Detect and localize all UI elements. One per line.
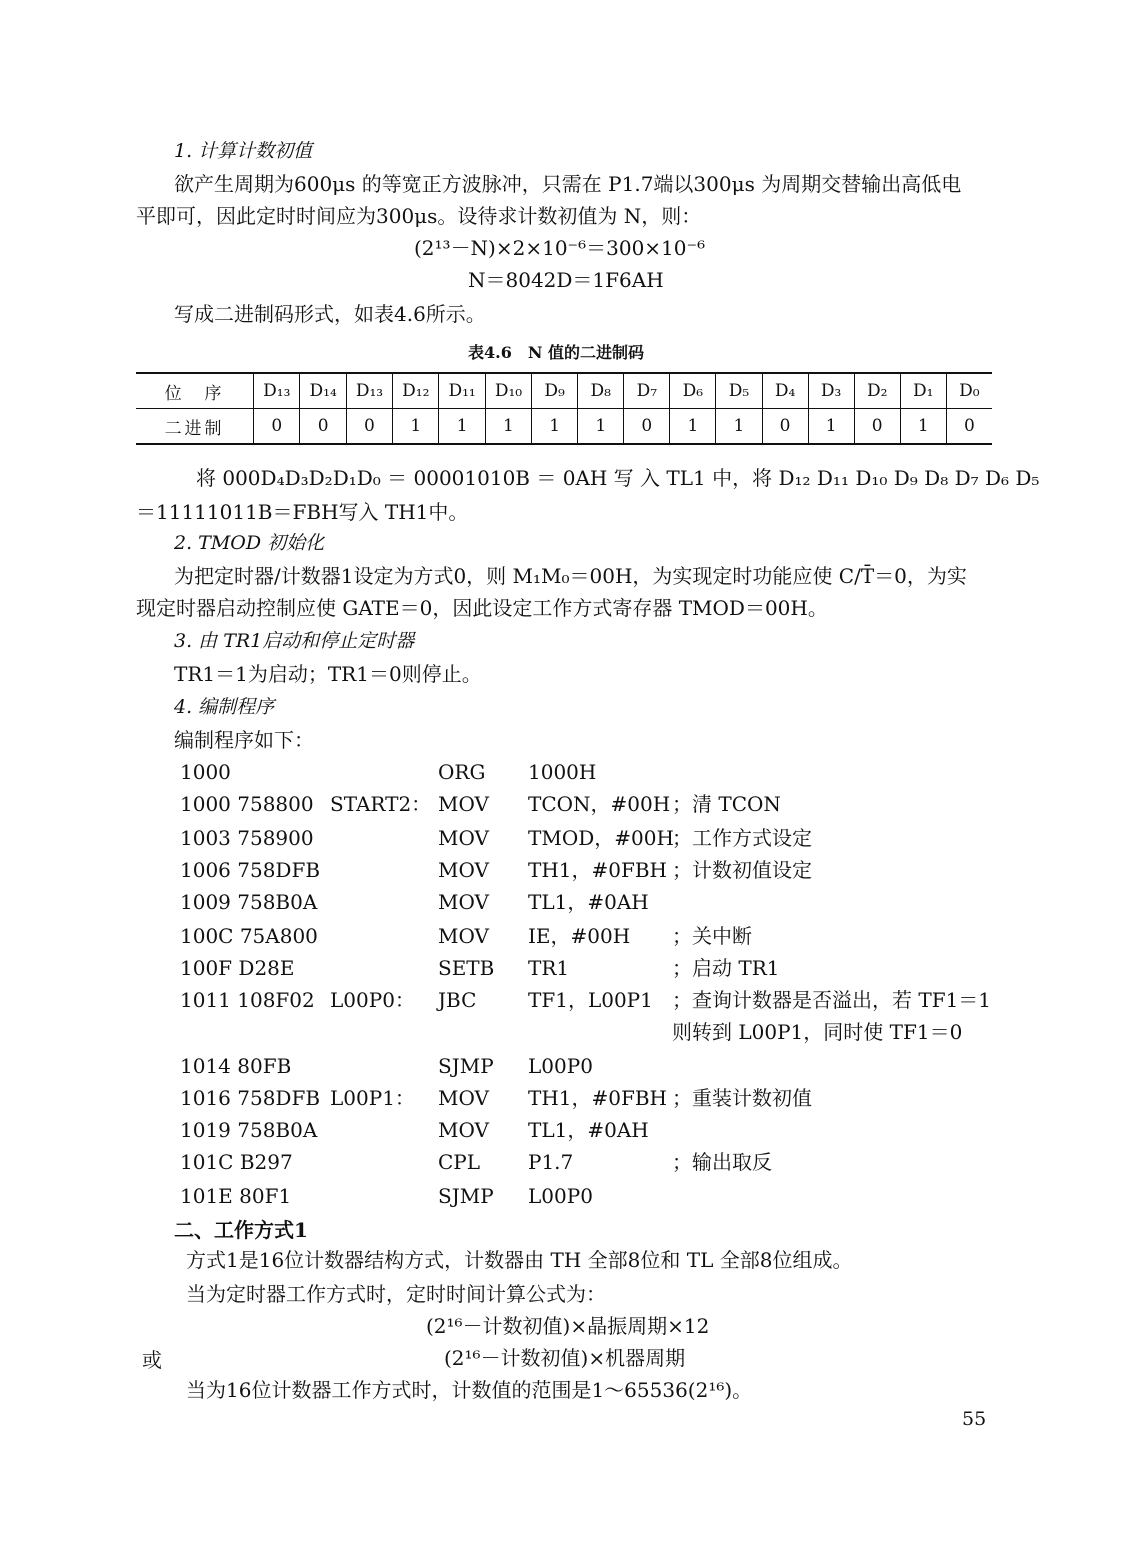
code-address: 100C 75A800	[180, 924, 318, 948]
paragraph: 现定时器启动控制应使 GATE＝0，因此设定工作方式寄存器 TMOD＝00H。	[136, 596, 828, 620]
code-opcode: SJMP	[438, 1054, 494, 1078]
bit-value-cell: 1	[900, 409, 946, 445]
code-opcode: MOV	[438, 792, 489, 816]
code-operand: IE，#00H	[528, 924, 631, 948]
formula: (2¹⁶－计数初值)×晶振周期×12	[426, 1314, 710, 1338]
code-address: 1000	[180, 760, 231, 784]
paragraph: 当为定时器工作方式时，定时时间计算公式为：	[186, 1282, 606, 1306]
bit-value-cell: 0	[300, 409, 346, 445]
bit-value-cell: 1	[578, 409, 624, 445]
bit-value-cell: 0	[854, 409, 900, 445]
paragraph: 写成二进制码形式，如表4.6所示。	[174, 302, 486, 326]
table-row-label: 位 序	[164, 383, 225, 404]
bit-position-cell: D₁₃	[346, 373, 392, 409]
bit-value-cell: 1	[393, 409, 439, 445]
bit-value-cell: 1	[808, 409, 854, 445]
page-number: 55	[962, 1408, 987, 1430]
code-comment: ；输出取反	[672, 1150, 772, 1174]
paragraph: 方式1是16位计数器结构方式，计数器由 TH 全部8位和 TL 全部8位组成。	[186, 1248, 853, 1272]
bit-value-cell: 1	[532, 409, 578, 445]
code-address: 1019 758B0A	[180, 1118, 318, 1142]
code-address: 100F D28E	[180, 956, 295, 980]
table-row-label: 二进制	[136, 409, 254, 445]
bit-position-cell: D₁₀	[485, 373, 531, 409]
code-address: 1000 758800	[180, 792, 314, 816]
table-row	[136, 409, 992, 445]
bit-position-cell: D₅	[716, 373, 762, 409]
equation: N＝8042D＝1F6AH	[468, 268, 664, 292]
paragraph: 当为16位计数器工作方式时，计数值的范围是1～65536(2¹⁶)。	[186, 1378, 753, 1402]
code-address: 1006 758DFB	[180, 858, 321, 882]
bit-value-cell: 0	[946, 409, 992, 445]
paragraph: 平即可，因此定时时间应为300μs。设待求计数初值为 N，则：	[136, 204, 702, 228]
table-caption: 表4.6 N 值的二进制码	[468, 343, 645, 362]
or-label: 或	[142, 1348, 162, 1372]
bit-position-cell: D₁₃	[254, 373, 300, 409]
bit-value-cell: 1	[439, 409, 485, 445]
bit-position-cell: D₄	[762, 373, 808, 409]
code-opcode: MOV	[438, 1086, 489, 1110]
code-comment: ；关中断	[672, 924, 752, 948]
code-operand: TF1，L00P1	[528, 988, 653, 1012]
code-opcode: CPL	[438, 1150, 481, 1174]
section-heading-3: 3. 由 TR1启动和停止定时器	[174, 630, 415, 652]
code-opcode: SJMP	[438, 1184, 494, 1208]
section-heading-4: 4. 编制程序	[174, 696, 275, 718]
code-address: 1016 758DFB	[180, 1086, 321, 1110]
code-address: 1014 80FB	[180, 1054, 292, 1078]
code-address: 1009 758B0A	[180, 890, 318, 914]
code-operand: TH1，#0FBH	[528, 1086, 668, 1110]
paragraph: 将 000D₄D₃D₂D₁D₀ ＝ 00001010B ＝ 0AH 写 入 TL1 中，将 D₁₂ D₁₁ D₁₀ D₉ D₈ D₇ D₆ D₅	[196, 466, 1040, 490]
table-row	[136, 373, 992, 409]
bit-value-cell: 1	[716, 409, 762, 445]
paragraph: 欲产生周期为600μs 的等宽正方波脉冲，只需在 P1.7端以300μs 为周期交替输出高低电	[174, 172, 962, 196]
section-heading-mode1: 二、工作方式1	[174, 1218, 308, 1242]
bit-value-cell: 1	[485, 409, 531, 445]
bit-position-cell: D₇	[624, 373, 670, 409]
code-operand: L00P0	[528, 1184, 593, 1208]
code-address: 1011 108F02	[180, 988, 315, 1012]
code-operand: L00P0	[528, 1054, 593, 1078]
equation: (2¹³－N)×2×10⁻⁶＝300×10⁻⁶	[414, 236, 706, 260]
code-address: 1003 758900	[180, 826, 314, 850]
paragraph: TR1＝1为启动；TR1＝0则停止。	[174, 662, 482, 686]
code-label: L00P1：	[330, 1086, 415, 1110]
code-operand: TL1，#0AH	[528, 890, 649, 914]
bit-value-cell: 0	[346, 409, 392, 445]
code-address: 101C B297	[180, 1150, 293, 1174]
code-operand: TL1，#0AH	[528, 1118, 649, 1142]
code-opcode: MOV	[438, 1118, 489, 1142]
code-opcode: SETB	[438, 956, 495, 980]
code-operand: TR1	[528, 956, 570, 980]
code-opcode: MOV	[438, 924, 489, 948]
bit-value-cell: 1	[670, 409, 716, 445]
bit-position-cell: D₁₂	[393, 373, 439, 409]
section-heading-2: 2. TMOD 初始化	[174, 532, 325, 554]
code-label: L00P0：	[330, 988, 415, 1012]
paragraph: 编制程序如下：	[174, 728, 314, 752]
bit-position-cell: D₃	[808, 373, 854, 409]
code-comment: ；启动 TR1	[672, 956, 780, 980]
code-comment: ；清 TCON	[672, 792, 781, 816]
formula: (2¹⁶－计数初值)×机器周期	[444, 1346, 686, 1370]
code-opcode: MOV	[438, 890, 489, 914]
bit-position-cell: D₈	[578, 373, 624, 409]
bit-position-cell: D₁	[900, 373, 946, 409]
code-operand: P1.7	[528, 1150, 574, 1174]
code-label: START2：	[330, 792, 432, 816]
code-comment: ；工作方式设定	[672, 826, 812, 850]
code-comment: 则转到 L00P1，同时使 TF1＝0	[672, 1020, 963, 1044]
code-comment: ；计数初值设定	[672, 858, 812, 882]
paragraph: 为把定时器/计数器1设定为方式0，则 M₁M₀＝00H，为实现定时功能应使 C/T̄＝0，为实	[174, 564, 967, 588]
bit-value-cell: 0	[762, 409, 808, 445]
bit-position-cell: D₉	[532, 373, 578, 409]
bit-position-cell: D₁₄	[300, 373, 346, 409]
code-comment: ；重装计数初值	[672, 1086, 812, 1110]
bit-position-cell: D₂	[854, 373, 900, 409]
code-operand: TMOD，#00H	[528, 826, 674, 850]
section-heading-1: 1. 计算计数初值	[174, 140, 313, 162]
binary-table	[136, 372, 992, 445]
code-address: 101E 80F1	[180, 1184, 292, 1208]
bit-position-cell: D₆	[670, 373, 716, 409]
code-operand: TCON，#00H	[528, 792, 671, 816]
code-opcode: ORG	[438, 760, 486, 784]
code-opcode: MOV	[438, 858, 489, 882]
paragraph: ＝11111011B＝FBH写入 TH1中。	[136, 500, 469, 524]
code-opcode: MOV	[438, 826, 489, 850]
bit-value-cell: 0	[254, 409, 300, 445]
bit-value-cell: 0	[624, 409, 670, 445]
bit-position-cell: D₀	[946, 373, 992, 409]
code-operand: TH1，#0FBH	[528, 858, 668, 882]
code-comment: ；查询计数器是否溢出，若 TF1＝1	[672, 988, 992, 1012]
bit-position-cell: D₁₁	[439, 373, 485, 409]
code-opcode: JBC	[438, 988, 477, 1012]
code-operand: 1000H	[528, 760, 597, 784]
